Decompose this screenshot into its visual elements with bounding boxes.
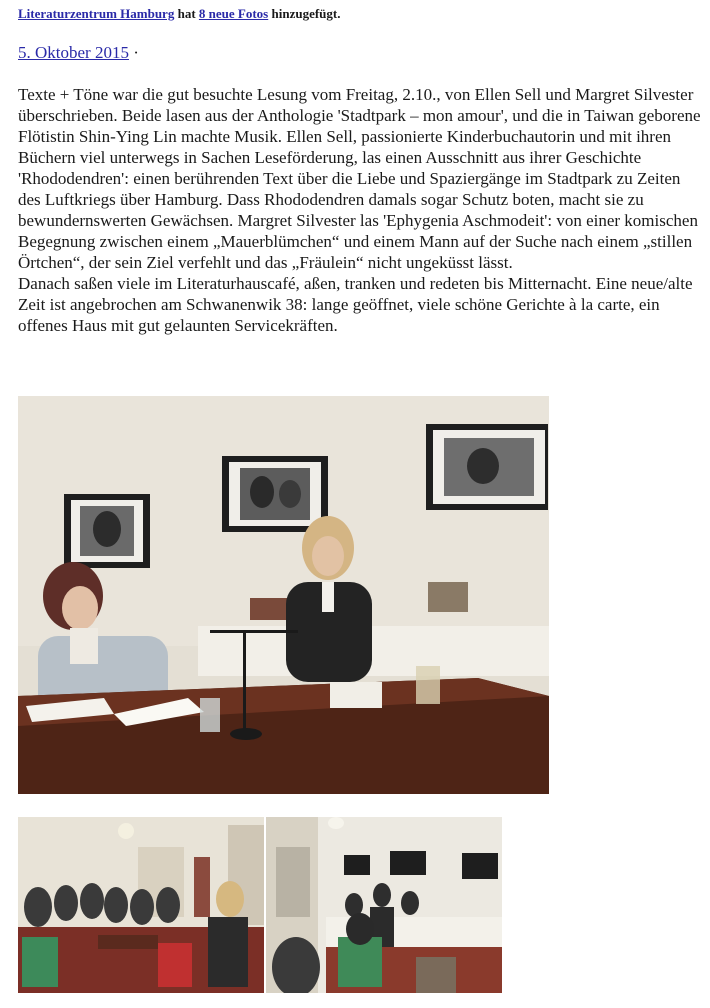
main-photo-image [18, 396, 549, 794]
post-paragraph-1: Texte + Töne war die gut besuchte Lesung vom Freitag, 2.10., von Ellen Sell und Margret Silvester überschrieben. Beide lasen aus der Anthologie 'Stadtpark – mon amour', und die in Taiwan geborene Flötistin Shin-Ying Lin machte Musik. Ellen Sell, passionierte Kinderbuchautorin und mit ihren Büchern viel unterwegs in Sachen Leseförderung, las einen Ausschnitt aus ihrer Geschichte 'Rhododendren': einen berührenden Text über die Liebe und Spaziergänge im Stadtpark zu Zeiten des Luftkriegs über Hamburg. Dass Rhododendren damals sogar Schutz boten, macht sie zu bewundernswerten Gewächsen. Margret Silvester las 'Ephygenia Aschmodeit': von einer komischen Begegnung zwischen einem „Mauerblümchen“ und einem Mann auf der Suche nach einem „stillen Örtchen“, der sein Ziel verfehlt und das „Fräulein“ nicht ungeküsst lässt. [18, 85, 701, 272]
photos-count-link[interactable]: 8 neue Fotos [198, 6, 269, 21]
post-paragraph-2: Danach saßen viele im Literaturhauscafé, aßen, tranken und redeten bis Mitternacht. Eine neue/alte Zeit ist angebrochen am Schwanenwik 38: lange geöffnet, viele schöne Gerichte à la carte, ein offenes Haus mit gut gelaunten Servicekräften. [18, 274, 693, 335]
audience-photo-1[interactable] [18, 817, 264, 993]
framed-portrait-right [426, 424, 548, 510]
framed-portrait-center [222, 456, 328, 532]
audience-photo-2[interactable] [266, 817, 502, 993]
audience-photo-2-image [266, 817, 502, 993]
audience-photo-1-image [18, 817, 264, 993]
post-date-link[interactable]: 5. Oktober 2015 [18, 43, 129, 62]
page-name-link[interactable]: Literaturzentrum Hamburg [18, 6, 175, 21]
date-separator: · [133, 43, 139, 62]
post-body [18, 84, 706, 336]
activity-suffix: hinzugefügt. [271, 6, 341, 21]
activity-verb: hat [177, 6, 196, 21]
main-photo[interactable] [18, 396, 549, 794]
activity-header [18, 6, 340, 22]
post-dateline [18, 43, 139, 63]
framed-portrait-left [64, 494, 150, 568]
